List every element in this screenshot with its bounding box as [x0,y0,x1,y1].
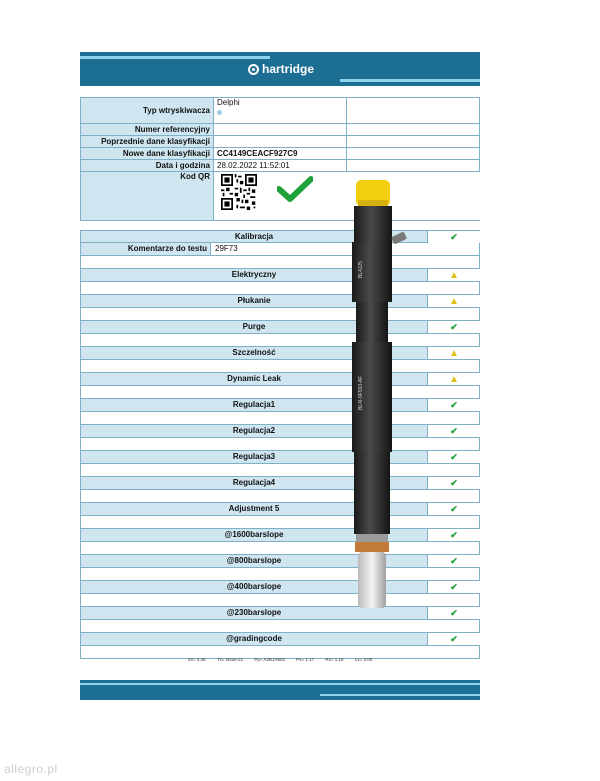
row-spacer [80,256,480,269]
footer-item: Sv= 4.36 [187,657,206,662]
footer-item: Pp= A2B1A602 [254,657,285,662]
info-extra-cell [347,136,480,148]
test-row [80,451,480,464]
warning-icon [451,298,457,304]
injector-info-table [80,97,480,221]
test-status [427,347,480,359]
row-spacer [80,360,480,373]
info-label-type: Typ wtryskiwacza [81,98,214,124]
test-status [427,503,480,515]
test-row [80,607,480,620]
row-spacer [80,594,480,607]
info-extra-cell [347,98,480,124]
info-label-ref: Numer referencyjny [81,124,214,136]
test-row [80,477,480,490]
brand-logo-text: hartridge [262,62,315,76]
info-value-datetime: 28.02.2022 11:52:01 [214,160,347,172]
row-spacer [80,412,480,425]
test-status [427,451,480,463]
row-spacer [80,308,480,321]
info-extra-cell [347,124,480,136]
row-spacer [80,282,480,295]
logo-icon [248,64,259,75]
test-row [80,347,480,360]
check-icon: ✔ [450,399,458,410]
warning-icon [451,272,457,278]
footer-item: Pv= 1.17 [296,657,315,662]
check-icon: ✔ [450,529,458,540]
footer-item: Tv= Issue-21 [216,657,244,662]
row-spacer [80,568,480,581]
footer-item: Lv= 3.00 [354,657,373,662]
test-label: @1600barslope [224,530,284,539]
qr-code-icon [221,174,257,210]
test-status [427,373,480,385]
row-spacer [80,620,480,633]
test-status [427,633,480,645]
info-value-ref [214,124,347,136]
dot-icon [217,110,222,115]
check-icon: ✔ [450,425,458,436]
test-row [80,555,480,568]
check-icon: ✔ [450,451,458,462]
row-spacer [80,542,480,555]
info-value-new-class: CC4149CEACF927C9 [214,148,347,160]
test-status [427,529,480,541]
test-status [427,607,480,619]
check-icon: ✔ [450,555,458,566]
test-status [427,321,480,333]
test-row-calibration [80,230,480,243]
check-icon: ✔ [450,581,458,592]
check-icon: ✔ [450,231,458,242]
info-label-new-class: Nowe dane klasyfikacji [81,148,214,160]
test-results [80,230,480,659]
info-extra-cell [347,160,480,172]
test-label: Dynamic Leak [227,374,281,383]
test-label: Elektryczny [231,270,277,279]
test-label: Płukanie [237,296,271,305]
test-label: Purge [242,322,266,331]
footer-banner [80,680,480,700]
test-row [80,633,480,646]
row-spacer [80,490,480,503]
row-spacer [80,386,480,399]
injector-mark-lower: BL4I-9F593-AF [358,375,364,410]
test-label: Kalibracja [234,232,274,241]
footer-version-line [80,657,480,662]
check-icon: ✔ [450,503,458,514]
test-label: @gradingcode [226,634,282,643]
check-icon: ✔ [450,607,458,618]
test-status [427,295,480,307]
test-label: @230barslope [226,608,282,617]
fuel-injector-image [330,178,420,618]
row-spacer [80,516,480,529]
report-sheet [80,52,480,700]
test-status [427,399,480,411]
warning-icon [451,350,457,356]
info-value-prev-class [214,136,347,148]
test-label: @800barslope [226,556,282,565]
row-spacer [80,334,480,347]
info-label-prev-class: Poprzednie dane klasyfikacji [81,136,214,148]
test-label: Regulacja1 [232,400,276,409]
test-label: Regulacja2 [232,426,276,435]
info-label-datetime: Data i godzina [81,160,214,172]
test-label: Adjustment 5 [228,504,280,513]
test-label: Regulacja3 [232,452,276,461]
test-status [427,581,480,593]
info-value-type-text: Delphi [217,98,240,107]
test-status [427,269,480,281]
test-row [80,373,480,386]
row-spacer [80,438,480,451]
warning-icon [451,376,457,382]
info-value-type [214,98,347,124]
comment-value: 29F73 [215,244,238,253]
footer-item: Rv= 1.16 [325,657,344,662]
test-row [80,425,480,438]
test-row [80,529,480,542]
test-row [80,581,480,594]
test-comment-row [80,243,480,256]
test-status [427,231,480,243]
test-status [427,425,480,437]
info-extra-cell [347,148,480,160]
row-spacer [80,464,480,477]
check-icon: ✔ [450,321,458,332]
test-row [80,321,480,334]
test-row [80,269,480,282]
test-status [427,477,480,489]
test-row [80,399,480,412]
header-banner [80,52,480,86]
test-row [80,295,480,308]
test-label: @400barslope [226,582,282,591]
check-icon: ✔ [450,477,458,488]
big-check-icon [277,176,313,202]
check-icon: ✔ [450,633,458,644]
injector-mark-upper: BL4J25 [358,261,364,278]
test-label: Szczelność [232,348,276,357]
test-label: Regulacja4 [232,478,276,487]
test-status [427,555,480,567]
test-items-list [80,269,480,659]
info-label-qr: Kod QR [81,172,214,221]
brand-logo [248,62,314,76]
watermark: allegro.pl [4,762,58,776]
test-row [80,503,480,516]
comment-label: Komentarze do testu [81,243,211,255]
